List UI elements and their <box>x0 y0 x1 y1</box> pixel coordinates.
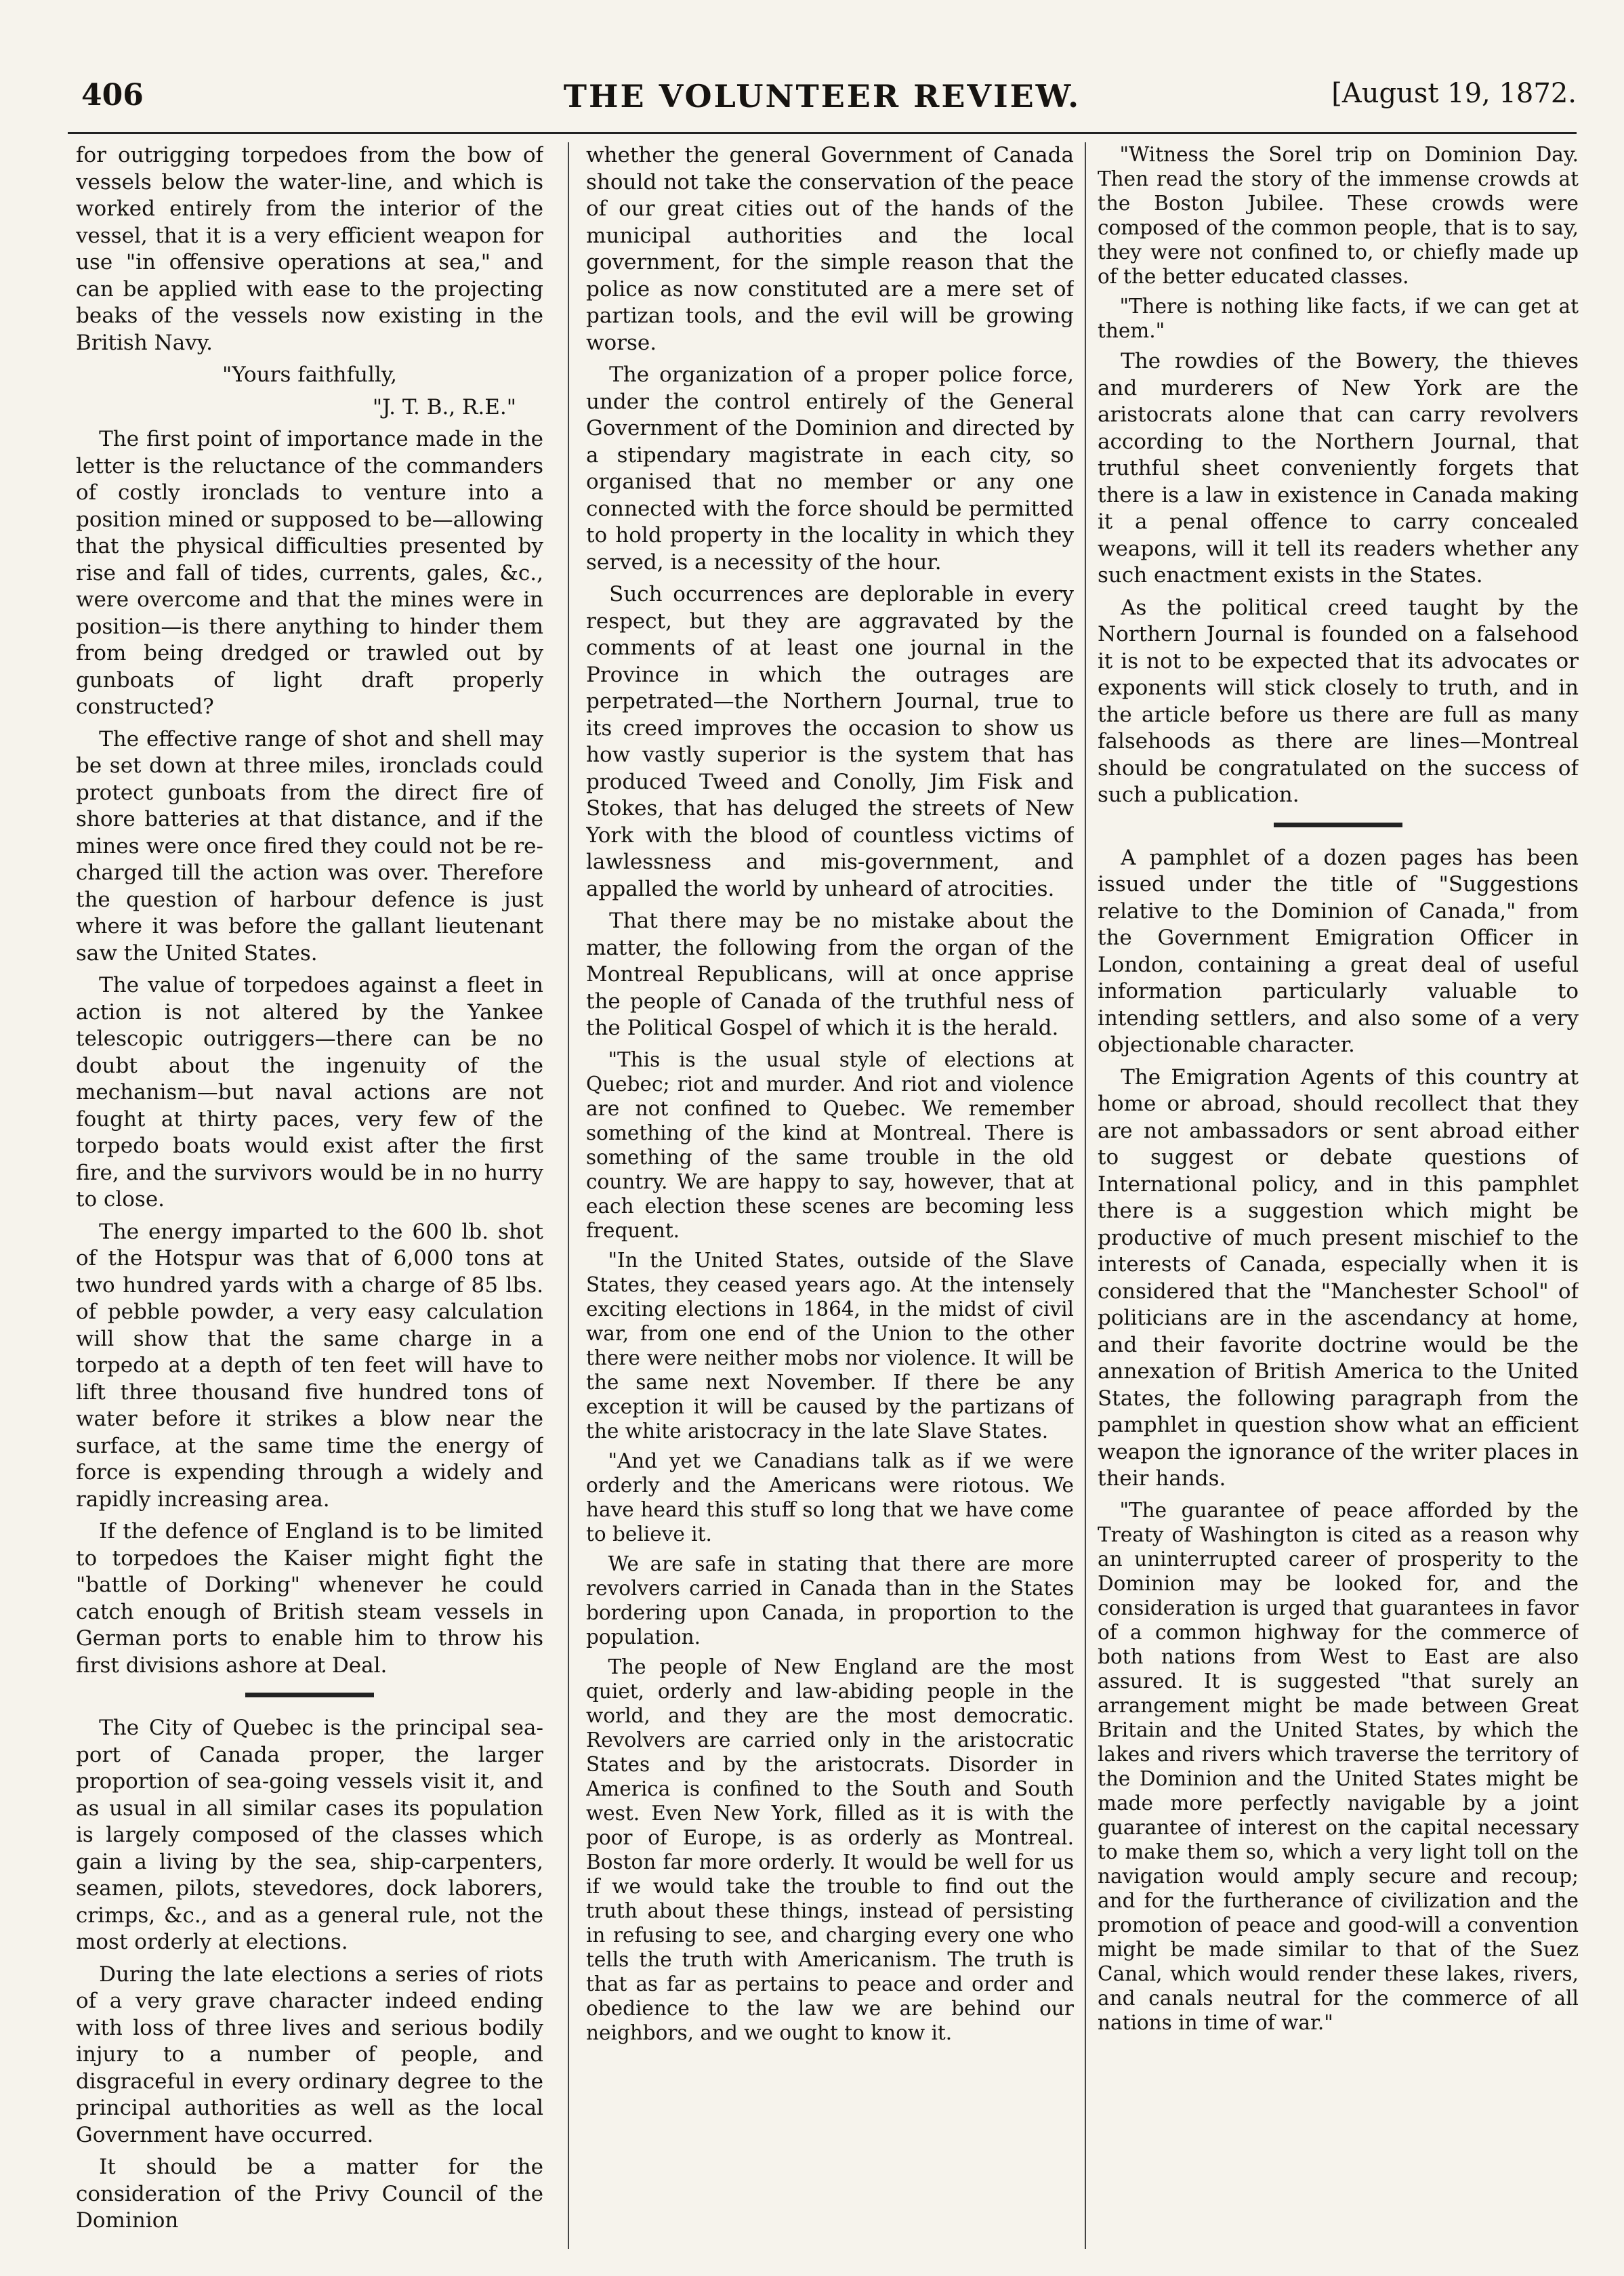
page-number: 406 <box>81 78 144 112</box>
section-separator <box>1274 823 1402 827</box>
column-2 <box>586 142 1074 2252</box>
quoted-paragraph: The people of New England are the most quiet, orderly and law-abiding people in the world, and they are the most democratic. Revolvers are carried only in the aristocratic States and by the aristocrats. Disorder in America is confined to the South and South west. Even New York, filled as it is with the poor of Europe, is as orderly as Montreal. Boston far more orderly. It would be well for us if we would take the trouble to find out the truth about these things, instead of persisting in refusing to see, and charging every one who tells the truth with Americanism. The truth is that as far as pertains to peace and order and obedience to the law we are behind our neighbors, and we ought to know it. <box>586 1655 1074 2044</box>
quoted-paragraph: "This is the usual style of elections at Quebec; riot and murder. And riot and violence are not confined to Quebec. We remember something of the kind at Montreal. There is something of the same trouble in the old country. We are happy to say, however, that at each election these scenes are becoming less frequent. <box>586 1048 1074 1242</box>
article-paragraph: A pamphlet of a dozen pages has been issued under the title of "Suggestions relative to the Dominion of Canada," from the Government Emigration Officer in London, containing a great deal of useful information particularly valuable to intending settlers, and also some of a very objectionable character. <box>1098 845 1579 1057</box>
article-paragraph: for outrigging torpedoes from the bow of vessels below the water-line, and which is worked entirely from the interior of the vessel, that it is a very efficient weapon for use "in offensive operations at sea," and can be applied with ease to the projecting beaks of the vessels now existing in the British Navy. <box>76 143 543 355</box>
issue-date: [August 19, 1872. <box>1331 78 1577 109</box>
column-3 <box>1098 142 1579 2252</box>
article-paragraph: As the political creed taught by the Northern Journal is founded on a falsehood it is not to be expected that its advocates or exponents will stick closely to truth, and in the article before us there are full as many falsehoods as there are lines—Montreal should be congratulated on the success of such a publication. <box>1098 595 1579 807</box>
quoted-paragraph: "And yet we Canadians talk as if we were orderly and the Americans were riotous. We have heard this stuff so long that we have come to believe it. <box>586 1449 1074 1546</box>
section-separator <box>245 1693 374 1697</box>
article-paragraph: If the defence of England is to be limited to torpedoes the Kaiser might fight the "battle of Dorking" whenever he could catch enough of British steam vessels in German ports to enable him to throw his first divisions ashore at Deal. <box>76 1519 543 1678</box>
article-paragraph: The Emigration Agents of this country at home or abroad, should recollect that they are not ambassadors or sent abroad either to suggest or debate questions of International policy, and in this pamphlet there is a suggestion which might be productive of much present mischief to the interests of Canada, especially when it is considered that the "Manchester School" of politicians are in the ascendancy at home, and their favorite doctrine would be the annexation of British America to the United States, the following paragraph from the pamphlet in question show what an efficient weapon the ignorance of the writer places in their hands. <box>1098 1064 1579 1491</box>
quoted-paragraph: We are safe in stating that there are more revolvers carried in Canada than in the States bordering upon Canada, in proportion to the population. <box>586 1552 1074 1649</box>
article-paragraph: During the late elections a series of riots of a very grave character indeed ending with loss of three lives and serious bodily injury to a number of people, and disgraceful in every ordinary degree to the principal authorities as well as the local Government have occurred. <box>76 1962 543 2147</box>
letter-closing: "Yours faithfully, <box>222 363 398 387</box>
article-paragraph: It should be a matter for the consideration of the Privy Council of the Dominion <box>76 2155 543 2233</box>
article-paragraph: The organization of a proper police force, under the control entirely of the General Government of the Dominion and directed by a stipendary magistrate in each city, so organised that no member or any one connected with the force should be permitted to hold property in the locality in which they served, is a necessity of the hour. <box>586 363 1074 575</box>
letter-signature: "J. T. B., R.E." <box>372 394 516 419</box>
article-paragraph: The value of torpedoes against a fleet in action is not altered by the Yankee telescopic outriggers—there can be no doubt about the ingenuity of the mechanism—but naval actions are not fought at thirty paces, very few of the torpedo boats would exist after the first fire, and the survivors would be in no hurry to close. <box>76 973 543 1212</box>
article-paragraph: That there may be no mistake about the matter, the following from the organ of the Montreal Republicans, will at once apprise the people of Canada of the truthful ness of the Political Gospel of which it is the herald. <box>586 909 1074 1040</box>
article-paragraph: The energy imparted to the 600 lb. shot of the Hotspur was that of 6,000 tons at two hundred yards with a charge of 85 lbs. of pebble powder, a very easy calculation will show that the same charge in a torpedo at a depth of ten feet will have to lift three thousand five hundred tons of water before it strikes a blow near the surface, at the same time the energy of force is expending through a widely and rapidly increasing area. <box>76 1219 543 1512</box>
article-paragraph: whether the general Government of Canada should not take the conservation of the peace of our great cities out of the hands of the municipal authorities and the local government, for the simple reason that the police as now constituted are a mere set of partizan tools, and the evil will be growing worse. <box>586 143 1074 355</box>
article-paragraph: The first point of importance made in the letter is the reluctance of the commanders of costly ironclads to venture into a position mined or supposed to be—allowing that the physical difficulties presented by rise and fall of tides, currents, gales, &c., were overcome and that the mines were in position—is there anything to hinder them from being dredged or trawled out by gunboats of light draft properly constructed? <box>76 427 543 719</box>
article-paragraph: The effective range of shot and shell may be set down at three miles, ironclads could protect gunboats from the direct fire of shore batteries at that distance, and if the mines were once fired they could not be re-charged till the action was over. Therefore the question of harbour defence is just where it was before the gallant lieutenant saw the United States. <box>76 726 543 966</box>
header-rule <box>68 132 1577 134</box>
column-rule-2 <box>1085 142 1086 2249</box>
quoted-paragraph: "The guarantee of peace afforded by the Treaty of Washington is cited as a reason why an uninterrupted career of prosperity to the Dominion may be looked for, and the consideration is urged that guarantees in favor of a common highway for the commerce of both nations from West to East are also assured. It is suggested "that surely an arrangement might be made between Great Britain and the United States, by which the lakes and rivers which traverse the territory of the Dominion and the United States might be made more perfectly navigable by a joint guarantee of interest on the capital necessary to make them so, which a very light toll on the navigation would amply secure and recoup; and for the furtherance of civilization and the promotion of peace and good-will a convention might be made similar to that of the Suez Canal, which would render these lakes, rivers, and canals neutral for the commerce of all nations in time of war." <box>1098 1498 1579 2034</box>
article-paragraph: The City of Quebec is the principal sea-port of Canada proper, the larger proportion of sea-going vessels visit it, and as usual in all similar cases its population is largely composed of the classes which gain a living by the sea, ship-carpenters, seamen, pilots, stevedores, dock laborers, crimps, &c., and as a general rule, not the most orderly at elections. <box>76 1716 543 1954</box>
page-header <box>68 78 1577 125</box>
article-paragraph: Such occurrences are deplorable in every respect, but they are aggravated by the comments of at least one journal in the Province in which the outrages are perpetrated—the Northern Journal, true to its creed improves the occasion to show us how vastly superior is the system that has produced Tweed and Conolly, Jim Fisk and Stokes, that has deluged the streets of New York with the blood of countless victims of lawlessness and mis-government, and appalled the world by unheard of atrocities. <box>586 582 1074 901</box>
publication-title: THE VOLUNTEER REVIEW. <box>563 78 1081 115</box>
article-paragraph: The rowdies of the Bowery, the thieves and murderers of New York are the aristocrats alone that can carry revolvers according to the Northern Journal, that truthful sheet conveniently forgets that there is a law in existence in Canada making it a penal offence to carry concealed weapons, will it tell its readers whether any such enactment exists in the States. <box>1098 349 1579 587</box>
quoted-paragraph: "Witness the Sorel trip on Dominion Day. Then read the story of the immense crowds at the Boston Jubilee. These crowds were composed of the common people, that is to say, they were not confined to, or chiefly made up of the better educated classes. <box>1098 143 1579 288</box>
quoted-paragraph: "There is nothing like facts, if we can get at them." <box>1098 295 1579 342</box>
column-1 <box>76 142 543 2252</box>
column-rule-1 <box>568 142 569 2249</box>
quoted-paragraph: "In the United States, outside of the Slave States, they ceased years ago. At the intensely exciting elections in 1864, in the midst of civil war, from one end of the Union to the other there were neither mobs nor violence. It will be the same next November. If there be any exception it will be caused by the partizans of the white aristocracy in the late Slave States. <box>586 1248 1074 1443</box>
